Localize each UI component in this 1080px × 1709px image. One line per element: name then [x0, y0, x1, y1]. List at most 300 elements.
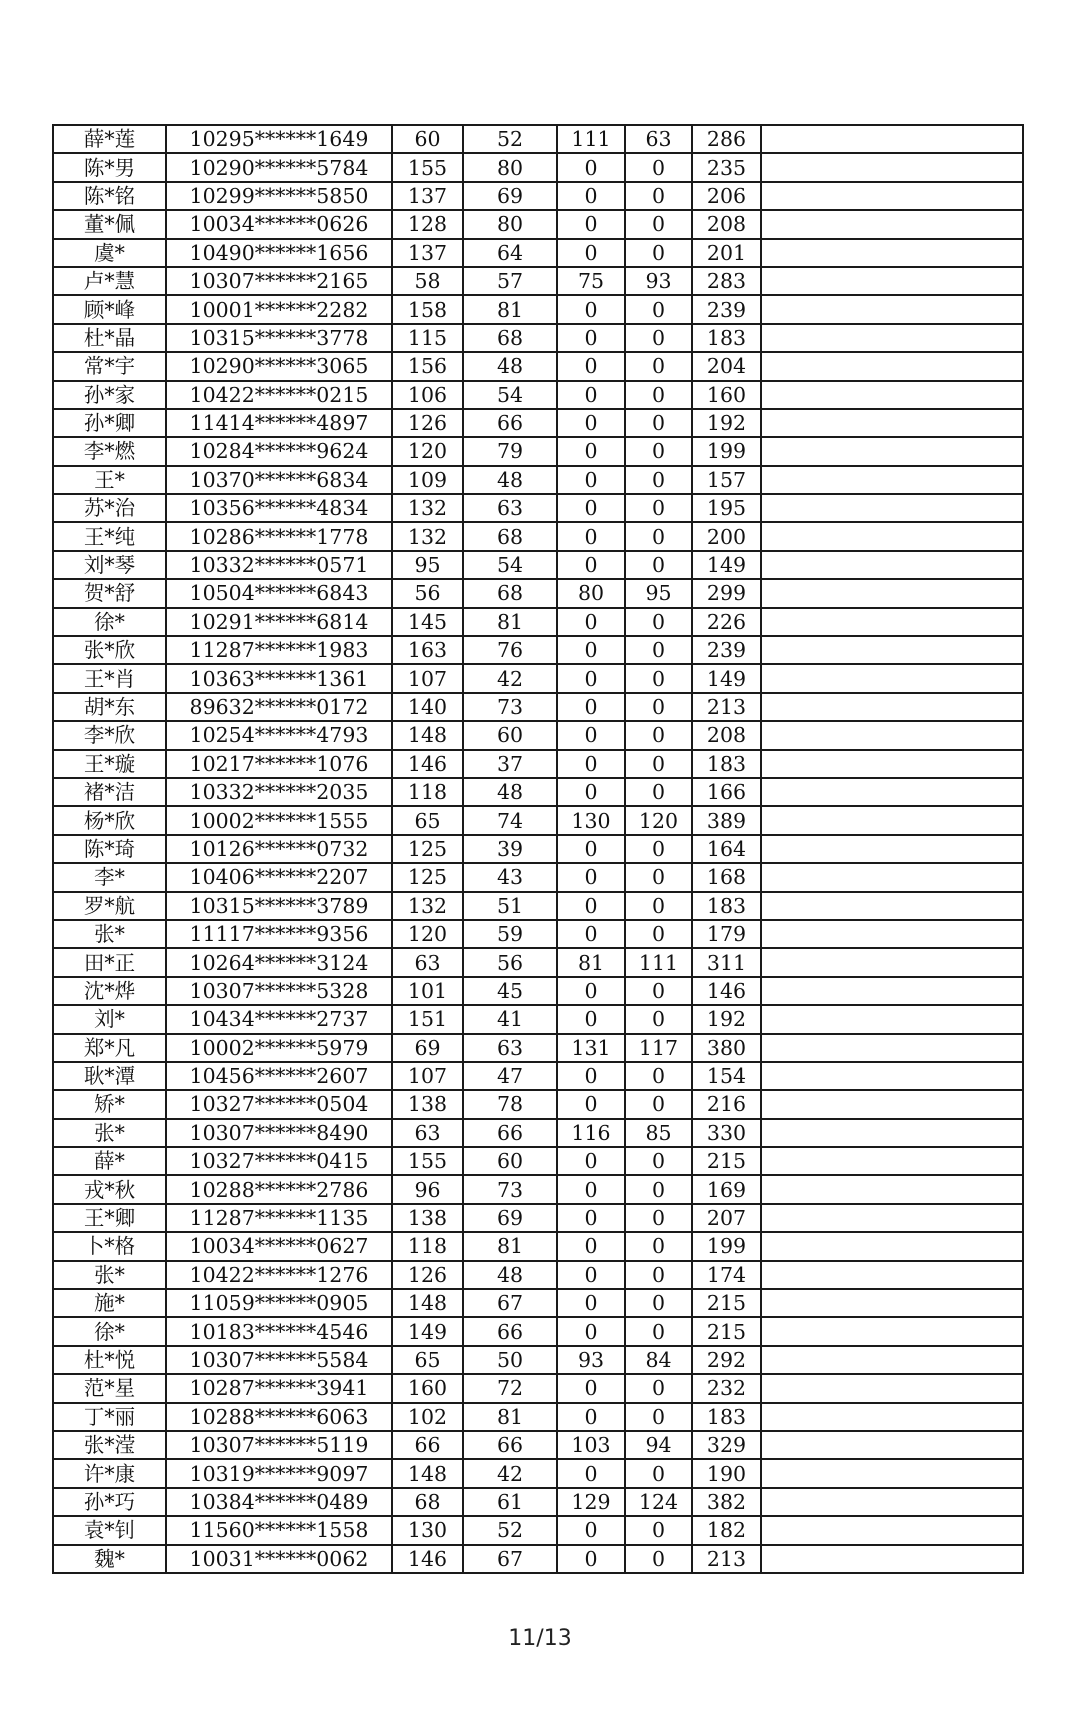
- cell-candidate-id: 10031******0062: [166, 1545, 392, 1573]
- cell-remark: [761, 381, 1023, 409]
- cell-total: 213: [692, 1545, 761, 1573]
- cell-candidate-id: 10504******6843: [166, 579, 392, 607]
- cell-score-2: 52: [463, 1516, 557, 1544]
- table-row: [53, 295, 1023, 323]
- cell-score-1: 138: [392, 1090, 463, 1118]
- cell-candidate-id: 10370******6834: [166, 466, 392, 494]
- cell-remark: [761, 1175, 1023, 1203]
- table-row: [53, 324, 1023, 352]
- cell-candidate-id: 10327******0415: [166, 1147, 392, 1175]
- table-row: [53, 750, 1023, 778]
- cell-score-2: 80: [463, 210, 557, 238]
- cell-candidate-id: 10307******5119: [166, 1431, 392, 1459]
- cell-score-2: 67: [463, 1545, 557, 1573]
- cell-remark: [761, 494, 1023, 522]
- cell-total: 160: [692, 381, 761, 409]
- cell-score-1: 145: [392, 608, 463, 636]
- cell-score-1: 148: [392, 1289, 463, 1317]
- table-row: [53, 1289, 1023, 1317]
- cell-score-3: 0: [557, 1147, 625, 1175]
- cell-score-4: 0: [625, 1317, 692, 1345]
- cell-name: 张*: [53, 920, 166, 948]
- cell-candidate-id: 10422******0215: [166, 381, 392, 409]
- cell-candidate-id: 10434******2737: [166, 1005, 392, 1033]
- cell-score-2: 67: [463, 1289, 557, 1317]
- cell-remark: [761, 409, 1023, 437]
- cell-total: 182: [692, 1516, 761, 1544]
- cell-score-1: 128: [392, 210, 463, 238]
- cell-score-3: 0: [557, 920, 625, 948]
- cell-score-1: 68: [392, 1488, 463, 1516]
- cell-name: 杜*悦: [53, 1346, 166, 1374]
- cell-remark: [761, 1545, 1023, 1573]
- cell-score-2: 54: [463, 381, 557, 409]
- cell-score-2: 81: [463, 608, 557, 636]
- cell-score-1: 101: [392, 977, 463, 1005]
- cell-score-3: 0: [557, 1459, 625, 1487]
- cell-score-3: 111: [557, 125, 625, 153]
- cell-score-2: 74: [463, 806, 557, 834]
- cell-score-2: 37: [463, 750, 557, 778]
- cell-total: 213: [692, 693, 761, 721]
- cell-score-2: 76: [463, 636, 557, 664]
- cell-score-1: 102: [392, 1403, 463, 1431]
- cell-score-4: 0: [625, 210, 692, 238]
- cell-score-3: 0: [557, 977, 625, 1005]
- cell-score-1: 106: [392, 381, 463, 409]
- cell-score-3: 0: [557, 608, 625, 636]
- cell-total: 226: [692, 608, 761, 636]
- cell-total: 382: [692, 1488, 761, 1516]
- cell-total: 168: [692, 863, 761, 891]
- cell-total: 389: [692, 806, 761, 834]
- cell-score-4: 95: [625, 579, 692, 607]
- cell-name: 薛*: [53, 1147, 166, 1175]
- cell-score-2: 69: [463, 182, 557, 210]
- score-table: [52, 124, 1024, 1574]
- table-body: [53, 125, 1023, 1573]
- cell-score-2: 51: [463, 892, 557, 920]
- cell-score-1: 96: [392, 1175, 463, 1203]
- cell-name: 薛*莲: [53, 125, 166, 153]
- cell-name: 张*滢: [53, 1431, 166, 1459]
- cell-name: 李*燃: [53, 437, 166, 465]
- cell-score-3: 0: [557, 835, 625, 863]
- cell-total: 215: [692, 1289, 761, 1317]
- cell-score-4: 0: [625, 239, 692, 267]
- cell-score-2: 52: [463, 125, 557, 153]
- cell-name: 魏*: [53, 1545, 166, 1573]
- cell-score-3: 0: [557, 352, 625, 380]
- table-row: [53, 863, 1023, 891]
- cell-remark: [761, 1147, 1023, 1175]
- cell-remark: [761, 664, 1023, 692]
- cell-total: 190: [692, 1459, 761, 1487]
- cell-remark: [761, 920, 1023, 948]
- cell-score-4: 111: [625, 948, 692, 976]
- cell-score-4: 0: [625, 1261, 692, 1289]
- cell-score-2: 64: [463, 239, 557, 267]
- cell-score-2: 73: [463, 693, 557, 721]
- table-row: [53, 182, 1023, 210]
- cell-score-4: 0: [625, 693, 692, 721]
- cell-score-2: 39: [463, 835, 557, 863]
- table-row: [53, 437, 1023, 465]
- table-row: [53, 721, 1023, 749]
- cell-remark: [761, 267, 1023, 295]
- cell-score-3: 75: [557, 267, 625, 295]
- cell-remark: [761, 693, 1023, 721]
- table-row: [53, 1403, 1023, 1431]
- cell-score-3: 0: [557, 863, 625, 891]
- cell-total: 164: [692, 835, 761, 863]
- cell-remark: [761, 182, 1023, 210]
- cell-score-2: 59: [463, 920, 557, 948]
- cell-name: 常*宇: [53, 352, 166, 380]
- cell-candidate-id: 10327******0504: [166, 1090, 392, 1118]
- cell-score-4: 0: [625, 153, 692, 181]
- cell-total: 149: [692, 551, 761, 579]
- cell-score-2: 63: [463, 494, 557, 522]
- cell-candidate-id: 10126******0732: [166, 835, 392, 863]
- cell-score-3: 0: [557, 295, 625, 323]
- cell-total: 292: [692, 1346, 761, 1374]
- table-row: [53, 381, 1023, 409]
- cell-score-3: 0: [557, 1090, 625, 1118]
- cell-score-1: 115: [392, 324, 463, 352]
- cell-total: 239: [692, 295, 761, 323]
- cell-total: 201: [692, 239, 761, 267]
- cell-total: 216: [692, 1090, 761, 1118]
- cell-candidate-id: 11560******1558: [166, 1516, 392, 1544]
- table-row: [53, 920, 1023, 948]
- cell-score-1: 130: [392, 1516, 463, 1544]
- cell-total: 154: [692, 1062, 761, 1090]
- cell-candidate-id: 10001******2282: [166, 295, 392, 323]
- cell-candidate-id: 10286******1778: [166, 522, 392, 550]
- cell-total: 183: [692, 324, 761, 352]
- cell-score-3: 130: [557, 806, 625, 834]
- cell-score-2: 66: [463, 1317, 557, 1345]
- cell-score-2: 57: [463, 267, 557, 295]
- cell-score-2: 66: [463, 1431, 557, 1459]
- cell-total: 183: [692, 892, 761, 920]
- table-row: [53, 1516, 1023, 1544]
- cell-name: 苏*治: [53, 494, 166, 522]
- cell-remark: [761, 1090, 1023, 1118]
- table-row: [53, 125, 1023, 153]
- cell-score-2: 66: [463, 1119, 557, 1147]
- table-row: [53, 267, 1023, 295]
- cell-total: 239: [692, 636, 761, 664]
- cell-score-1: 118: [392, 778, 463, 806]
- table-row: [53, 1261, 1023, 1289]
- cell-score-4: 0: [625, 636, 692, 664]
- cell-score-4: 0: [625, 835, 692, 863]
- cell-candidate-id: 10307******5328: [166, 977, 392, 1005]
- table-row: [53, 1346, 1023, 1374]
- cell-score-1: 118: [392, 1232, 463, 1260]
- table-row: [53, 153, 1023, 181]
- cell-remark: [761, 295, 1023, 323]
- cell-score-3: 0: [557, 494, 625, 522]
- cell-score-1: 69: [392, 1034, 463, 1062]
- cell-total: 235: [692, 153, 761, 181]
- cell-score-4: 0: [625, 1175, 692, 1203]
- cell-score-1: 58: [392, 267, 463, 295]
- cell-score-4: 0: [625, 1147, 692, 1175]
- table-row: [53, 1317, 1023, 1345]
- cell-total: 208: [692, 721, 761, 749]
- cell-name: 张*: [53, 1119, 166, 1147]
- cell-score-3: 0: [557, 693, 625, 721]
- cell-score-4: 0: [625, 1232, 692, 1260]
- cell-name: 孙*巧: [53, 1488, 166, 1516]
- cell-score-4: 0: [625, 778, 692, 806]
- table-row: [53, 1545, 1023, 1573]
- table-row: [53, 466, 1023, 494]
- cell-score-3: 0: [557, 1545, 625, 1573]
- cell-score-4: 0: [625, 182, 692, 210]
- cell-remark: [761, 806, 1023, 834]
- cell-score-2: 54: [463, 551, 557, 579]
- cell-score-2: 66: [463, 409, 557, 437]
- cell-score-1: 132: [392, 522, 463, 550]
- cell-score-3: 0: [557, 551, 625, 579]
- cell-score-4: 0: [625, 1545, 692, 1573]
- cell-score-3: 0: [557, 182, 625, 210]
- cell-score-3: 0: [557, 153, 625, 181]
- cell-remark: [761, 778, 1023, 806]
- table-row: [53, 1374, 1023, 1402]
- cell-remark: [761, 579, 1023, 607]
- cell-remark: [761, 608, 1023, 636]
- table-row: [53, 1459, 1023, 1487]
- cell-score-2: 42: [463, 664, 557, 692]
- cell-score-2: 47: [463, 1062, 557, 1090]
- cell-remark: [761, 522, 1023, 550]
- cell-score-1: 137: [392, 239, 463, 267]
- cell-score-4: 0: [625, 494, 692, 522]
- table-row: [53, 1488, 1023, 1516]
- cell-name: 施*: [53, 1289, 166, 1317]
- cell-candidate-id: 10384******0489: [166, 1488, 392, 1516]
- cell-score-2: 63: [463, 1034, 557, 1062]
- cell-remark: [761, 1289, 1023, 1317]
- cell-score-3: 0: [557, 409, 625, 437]
- cell-remark: [761, 1431, 1023, 1459]
- cell-score-2: 68: [463, 522, 557, 550]
- cell-name: 陈*铭: [53, 182, 166, 210]
- cell-score-1: 95: [392, 551, 463, 579]
- cell-remark: [761, 892, 1023, 920]
- table-row: [53, 352, 1023, 380]
- cell-score-4: 0: [625, 381, 692, 409]
- cell-score-3: 0: [557, 381, 625, 409]
- cell-name: 董*佩: [53, 210, 166, 238]
- cell-score-1: 148: [392, 1459, 463, 1487]
- cell-name: 顾*峰: [53, 295, 166, 323]
- cell-score-1: 137: [392, 182, 463, 210]
- cell-score-2: 48: [463, 1261, 557, 1289]
- cell-remark: [761, 1005, 1023, 1033]
- cell-candidate-id: 10034******0627: [166, 1232, 392, 1260]
- table-row: [53, 693, 1023, 721]
- cell-score-3: 0: [557, 437, 625, 465]
- cell-total: 215: [692, 1147, 761, 1175]
- table-row: [53, 579, 1023, 607]
- cell-name: 虞*: [53, 239, 166, 267]
- cell-score-2: 60: [463, 721, 557, 749]
- cell-score-2: 48: [463, 466, 557, 494]
- cell-score-1: 138: [392, 1204, 463, 1232]
- cell-candidate-id: 10332******2035: [166, 778, 392, 806]
- cell-score-4: 0: [625, 977, 692, 1005]
- cell-total: 179: [692, 920, 761, 948]
- cell-name: 王*: [53, 466, 166, 494]
- cell-score-3: 116: [557, 1119, 625, 1147]
- cell-candidate-id: 10284******9624: [166, 437, 392, 465]
- cell-score-2: 81: [463, 1403, 557, 1431]
- page-number: 11/13: [508, 1626, 572, 1651]
- cell-score-4: 0: [625, 324, 692, 352]
- cell-total: 149: [692, 664, 761, 692]
- cell-total: 200: [692, 522, 761, 550]
- cell-score-2: 43: [463, 863, 557, 891]
- cell-candidate-id: 10422******1276: [166, 1261, 392, 1289]
- cell-name: 田*正: [53, 948, 166, 976]
- cell-total: 199: [692, 437, 761, 465]
- cell-name: 卜*格: [53, 1232, 166, 1260]
- cell-name: 孙*卿: [53, 409, 166, 437]
- cell-score-1: 65: [392, 1346, 463, 1374]
- cell-score-1: 63: [392, 1119, 463, 1147]
- cell-name: 许*康: [53, 1459, 166, 1487]
- cell-score-3: 0: [557, 1374, 625, 1402]
- table-row: [53, 948, 1023, 976]
- cell-total: 329: [692, 1431, 761, 1459]
- cell-candidate-id: 10363******1361: [166, 664, 392, 692]
- cell-candidate-id: 10290******5784: [166, 153, 392, 181]
- cell-total: 192: [692, 409, 761, 437]
- table-row: [53, 1147, 1023, 1175]
- cell-score-3: 0: [557, 1232, 625, 1260]
- cell-score-2: 78: [463, 1090, 557, 1118]
- cell-name: 耿*潭: [53, 1062, 166, 1090]
- cell-remark: [761, 153, 1023, 181]
- cell-score-1: 107: [392, 664, 463, 692]
- cell-score-1: 56: [392, 579, 463, 607]
- cell-score-4: 0: [625, 437, 692, 465]
- cell-score-1: 66: [392, 1431, 463, 1459]
- table-row: [53, 977, 1023, 1005]
- table-row: [53, 1062, 1023, 1090]
- cell-total: 207: [692, 1204, 761, 1232]
- cell-remark: [761, 750, 1023, 778]
- table-row: [53, 210, 1023, 238]
- table-row: [53, 522, 1023, 550]
- cell-score-1: 63: [392, 948, 463, 976]
- cell-candidate-id: 10290******3065: [166, 352, 392, 380]
- cell-score-1: 125: [392, 835, 463, 863]
- cell-score-2: 60: [463, 1147, 557, 1175]
- cell-name: 张*欣: [53, 636, 166, 664]
- table-row: [53, 551, 1023, 579]
- cell-name: 范*星: [53, 1374, 166, 1402]
- cell-score-4: 0: [625, 750, 692, 778]
- cell-score-3: 0: [557, 892, 625, 920]
- cell-score-1: 146: [392, 750, 463, 778]
- cell-name: 张*: [53, 1261, 166, 1289]
- cell-remark: [761, 863, 1023, 891]
- cell-candidate-id: 10034******0626: [166, 210, 392, 238]
- cell-name: 刘*: [53, 1005, 166, 1033]
- cell-score-4: 0: [625, 1403, 692, 1431]
- cell-score-2: 80: [463, 153, 557, 181]
- cell-score-4: 85: [625, 1119, 692, 1147]
- cell-name: 贺*舒: [53, 579, 166, 607]
- table-row: [53, 239, 1023, 267]
- cell-candidate-id: 10217******1076: [166, 750, 392, 778]
- cell-candidate-id: 10332******0571: [166, 551, 392, 579]
- cell-remark: [761, 977, 1023, 1005]
- cell-name: 王*卿: [53, 1204, 166, 1232]
- cell-score-3: 0: [557, 636, 625, 664]
- cell-total: 215: [692, 1317, 761, 1345]
- cell-name: 沈*烨: [53, 977, 166, 1005]
- cell-candidate-id: 11287******1983: [166, 636, 392, 664]
- cell-score-1: 109: [392, 466, 463, 494]
- cell-remark: [761, 721, 1023, 749]
- table-row: [53, 892, 1023, 920]
- cell-score-1: 120: [392, 920, 463, 948]
- cell-name: 矫*: [53, 1090, 166, 1118]
- cell-candidate-id: 11059******0905: [166, 1289, 392, 1317]
- cell-score-3: 0: [557, 239, 625, 267]
- cell-score-1: 146: [392, 1545, 463, 1573]
- cell-remark: [761, 1459, 1023, 1487]
- cell-score-4: 0: [625, 1374, 692, 1402]
- cell-score-1: 163: [392, 636, 463, 664]
- cell-total: 157: [692, 466, 761, 494]
- cell-score-3: 93: [557, 1346, 625, 1374]
- cell-name: 卢*慧: [53, 267, 166, 295]
- cell-total: 380: [692, 1034, 761, 1062]
- cell-candidate-id: 10288******6063: [166, 1403, 392, 1431]
- table-row: [53, 664, 1023, 692]
- cell-score-1: 158: [392, 295, 463, 323]
- cell-total: 195: [692, 494, 761, 522]
- cell-score-4: 124: [625, 1488, 692, 1516]
- table-row: [53, 778, 1023, 806]
- cell-remark: [761, 1204, 1023, 1232]
- cell-score-2: 73: [463, 1175, 557, 1203]
- table-row: [53, 835, 1023, 863]
- cell-total: 283: [692, 267, 761, 295]
- cell-candidate-id: 10295******1649: [166, 125, 392, 153]
- table-row: [53, 1204, 1023, 1232]
- cell-candidate-id: 11287******1135: [166, 1204, 392, 1232]
- cell-remark: [761, 1488, 1023, 1516]
- cell-score-1: 107: [392, 1062, 463, 1090]
- cell-score-3: 0: [557, 210, 625, 238]
- cell-candidate-id: 10307******8490: [166, 1119, 392, 1147]
- cell-total: 232: [692, 1374, 761, 1402]
- cell-score-1: 156: [392, 352, 463, 380]
- cell-score-4: 93: [625, 267, 692, 295]
- cell-candidate-id: 10183******4546: [166, 1317, 392, 1345]
- cell-score-3: 0: [557, 1062, 625, 1090]
